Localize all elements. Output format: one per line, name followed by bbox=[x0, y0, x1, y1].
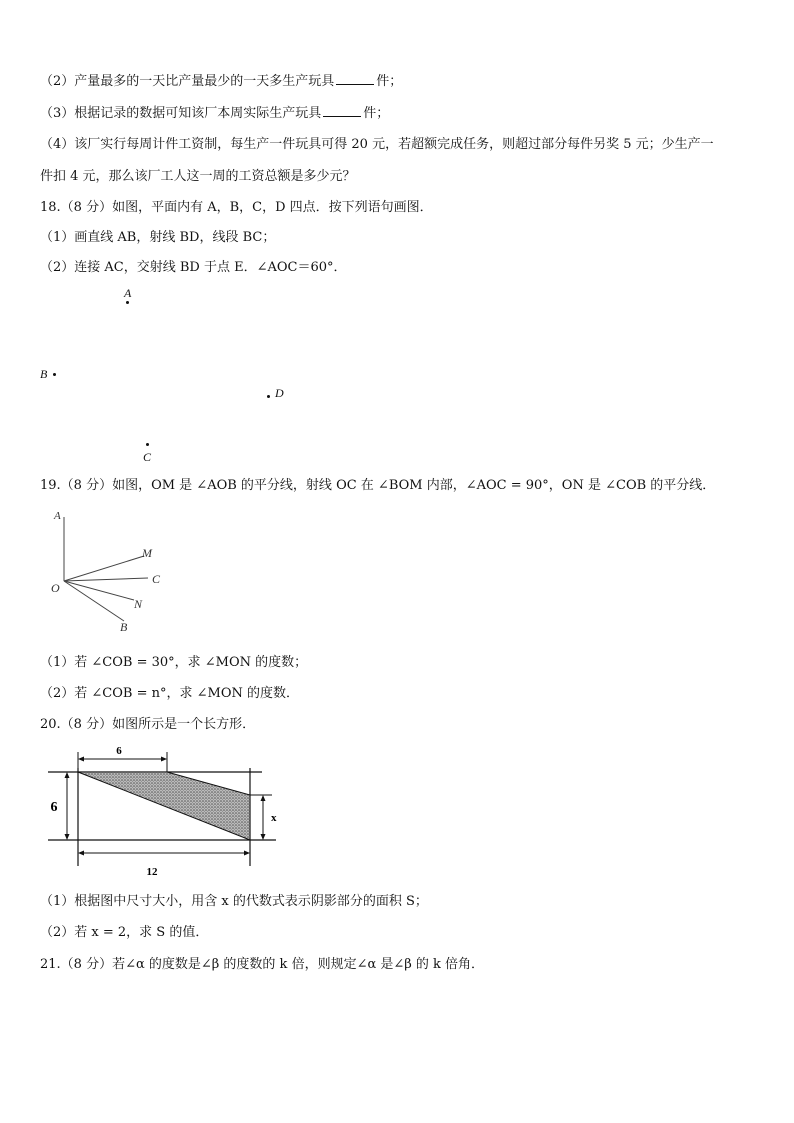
ray-oc bbox=[64, 578, 148, 581]
q18-part2: （2）连接 AC，交射线 BD 于点 E．∠AOC＝60°． bbox=[40, 260, 347, 275]
point-b-label: B bbox=[40, 367, 48, 381]
q18-point-figure bbox=[0, 280, 400, 470]
ray-on bbox=[64, 581, 134, 600]
dim-right-label: x bbox=[271, 812, 277, 824]
arrow-head bbox=[78, 851, 84, 856]
q17-part4-line2: 件扣 4 元，那么该厂工人这一周的工资总额是多少元？ bbox=[40, 169, 356, 184]
q19-part2: （2）若 ∠COB = n°，求 ∠MON 的度数． bbox=[40, 686, 299, 701]
arrow-head bbox=[65, 834, 70, 840]
dim-left-label: 6 bbox=[50, 800, 58, 815]
q17-part3-text: （3）根据记录的数据可知该厂本周实际生产玩具 bbox=[40, 106, 322, 121]
label-a: A bbox=[54, 510, 61, 522]
q18-part1: （1）画直线 AB，射线 BD，线段 BC； bbox=[40, 230, 276, 245]
point-a-label: A bbox=[124, 286, 132, 300]
dim-top-label: 6 bbox=[116, 745, 122, 757]
arrow-head bbox=[78, 757, 84, 762]
point-c-label: C bbox=[143, 450, 152, 464]
q19-angle-figure bbox=[40, 505, 180, 635]
dim-bottom-label: 12 bbox=[146, 866, 158, 878]
q19-part1: （1）若 ∠COB = 30°，求 ∠MON 的度数； bbox=[40, 655, 308, 670]
arrow-head bbox=[65, 772, 70, 778]
label-c: C bbox=[152, 572, 161, 586]
q20-part2: （2）若 x = 2，求 S 的值． bbox=[40, 925, 209, 940]
point-a-dot bbox=[126, 301, 129, 304]
label-o: O bbox=[51, 581, 60, 595]
q17-part3 bbox=[40, 104, 389, 123]
answer-blank[interactable] bbox=[323, 104, 361, 117]
q20-part1: （1）根据图中尺寸大小，用含 x 的代数式表示阴影部分的面积 S； bbox=[40, 894, 428, 909]
point-b-dot bbox=[53, 373, 56, 376]
q18-title: 18.（8 分）如图，平面内有 A，B，C，D 四点．按下列语句画图． bbox=[40, 200, 433, 215]
q21-title: 21.（8 分）若∠α 的度数是∠β 的度数的 k 倍，则规定∠α 是∠β 的 k 倍角． bbox=[40, 957, 485, 972]
arrow-head bbox=[261, 834, 266, 840]
q19-title: 19.（8 分）如图，OM 是 ∠AOB 的平分线，射线 OC 在 ∠BOM 内部，∠AOC = 90°，ON 是 ∠COB 的平分线． bbox=[40, 478, 716, 493]
q17-part2-text: （2）产量最多的一天比产量最少的一天多生产玩具 bbox=[40, 74, 335, 89]
label-n: N bbox=[134, 597, 143, 611]
label-b: B bbox=[120, 620, 128, 634]
arrow-head bbox=[244, 851, 250, 856]
q20-title: 20.（8 分）如图所示是一个长方形． bbox=[40, 717, 256, 732]
point-c-dot bbox=[146, 443, 149, 446]
q20-rectangle-figure bbox=[40, 740, 290, 880]
q17-part4-line1: （4）该厂实行每周计件工资制，每生产一件玩具可得 20 元，若超额完成任务，则超过部分每件另奖 5 元；少生产一 bbox=[40, 137, 714, 152]
shaded-region bbox=[78, 772, 250, 840]
q17-part2-unit: 件； bbox=[376, 74, 403, 89]
arrow-head bbox=[161, 757, 167, 762]
point-d-dot bbox=[267, 395, 270, 398]
answer-blank[interactable] bbox=[336, 72, 374, 85]
ray-om bbox=[64, 556, 144, 581]
label-m: M bbox=[142, 546, 152, 560]
q17-part3-unit: 件； bbox=[363, 106, 390, 121]
point-d-label: D bbox=[275, 386, 284, 400]
ray-ob bbox=[64, 581, 124, 621]
q17-part2 bbox=[40, 72, 402, 91]
arrow-head bbox=[261, 795, 266, 801]
